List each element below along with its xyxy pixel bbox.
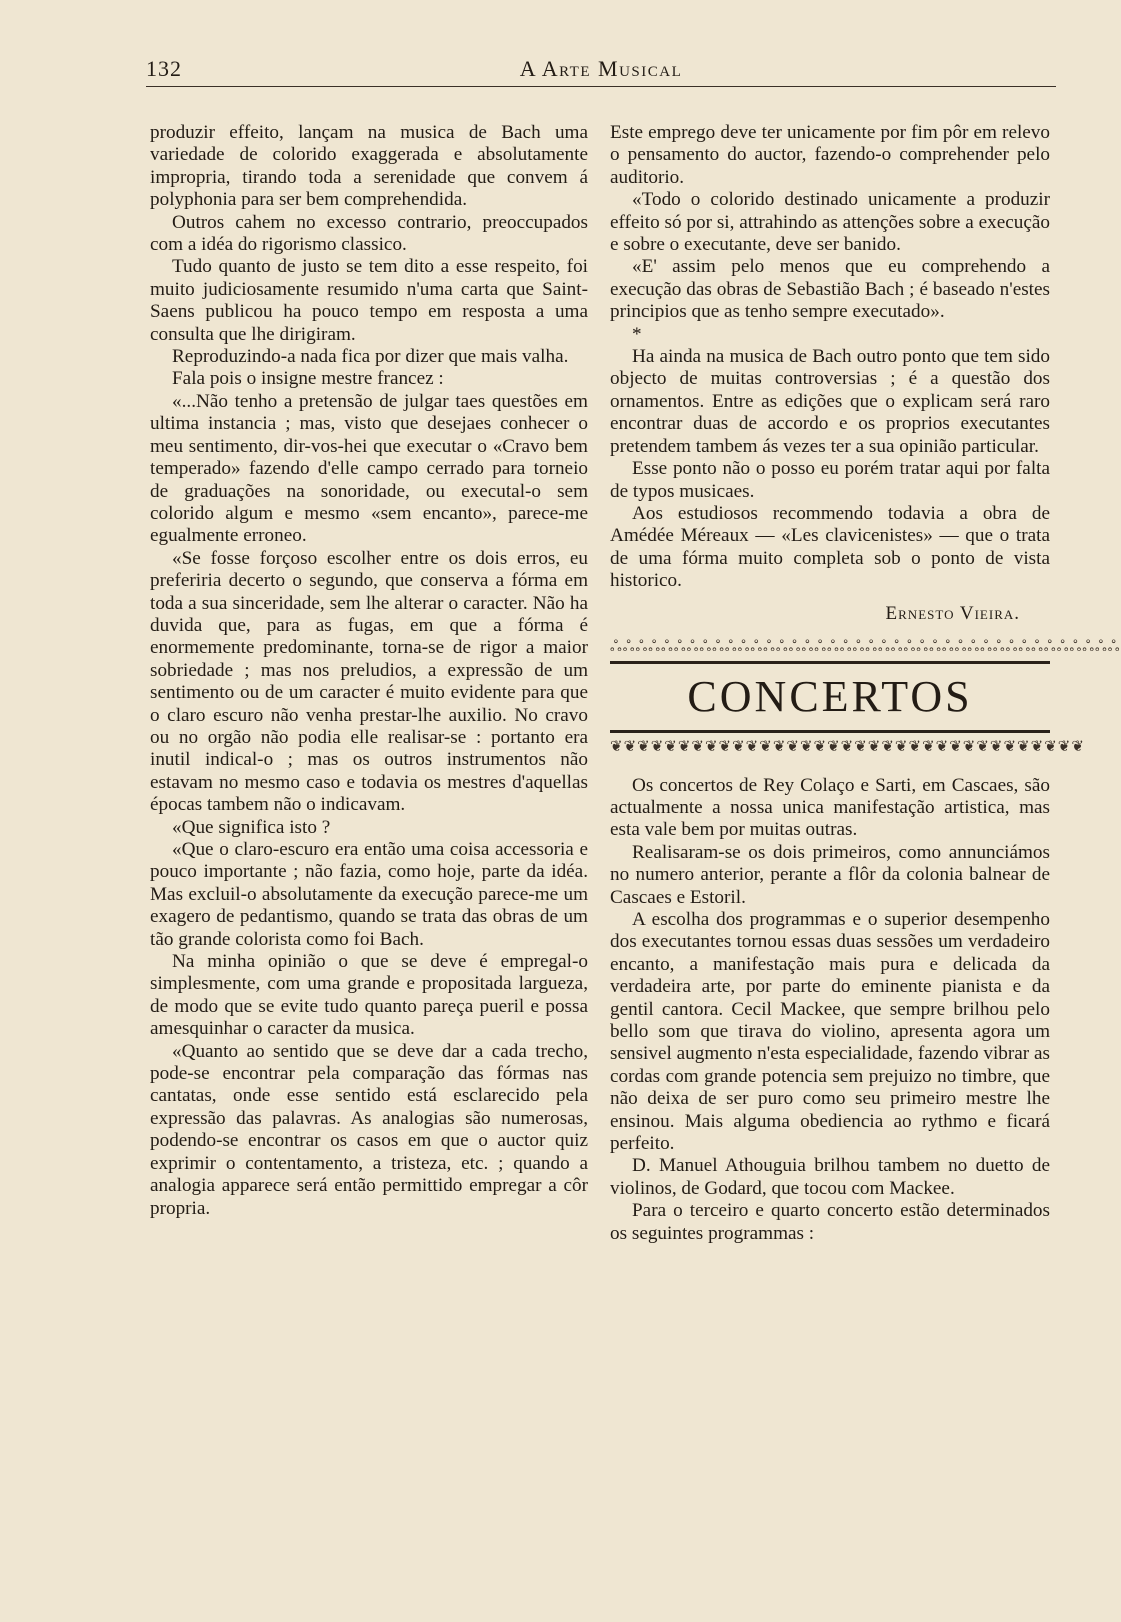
paragraph: D. Manuel Athouguia brilhou tambem no duetto de violinos, de Godard, que tocou com Mackee.: [610, 1155, 1050, 1199]
page-number: 132: [146, 56, 182, 81]
paragraph: Os concertos de Rey Colaço e Sarti, em Cascaes, são actualmente a nossa unica manifestação artistica, mas esta vale bem por muitas outras.: [610, 774, 1050, 841]
right-column: [610, 122, 1121, 1245]
paragraph: Esse ponto não o posso eu porém tratar aqui por falta de typos musicaes.: [610, 458, 1050, 502]
paragraph: Aos estudiosos recommendo todavia a obra de Amédée Méreaux — «Les clavicenistes» — que o trata de uma fórma muito completa sob o ponto de vista historico.: [610, 502, 1050, 592]
author-signature: Ernesto Vieira.: [885, 602, 1020, 624]
paragraph: Tudo quanto de justo se tem dito a esse respeito, foi muito judiciosamente resumido n'uma carta que Saint-Saens publicou ha pouco tempo em resposta a uma consulta que lhe dirigiram.: [150, 256, 588, 345]
paragraph: Fala pois o insigne mestre francez :: [172, 368, 444, 390]
running-title: A Arte Musical: [519, 56, 683, 81]
paragraph: «Todo o colorido destinado unicamente a produzir effeito só por si, attrahindo as attenções sobre a execução e sobre o executante, deve ser banido.: [610, 189, 1050, 256]
paragraph: Ha ainda na musica de Bach outro ponto que tem sido objecto de muitas controversias ; é a questão dos ornamentos. Entre as edições que o explicam será raro encontrar duas de accordo e os proprios executantes pretendem tambem ás vezes ter a sua opinião particular.: [610, 346, 1050, 457]
title-rule-bottom: [610, 730, 1050, 733]
section-separator-star: *: [632, 323, 642, 345]
section-title: CONCERTOS: [687, 671, 973, 721]
page-header: [146, 56, 1056, 87]
title-rule-top: [610, 661, 1050, 664]
paragraph: Realisaram-se os dois primeiros, como annunciámos no numero anterior, perante a flôr da colonia balnear de Cascaes e Estoril.: [610, 841, 1050, 908]
paragraph: «...Não tenho a pretensão de julgar taes questões em ultima instancia ; mas, visto que desejaes conhecer o meu sentimento, dir-vos-hei que executar o «Cravo bem temperado» fazendo d'elle campo cerrado para torneio de graduações na sonoridade, ou executal-o sem colorido algum e mesmo «sem encanto», parece-me egualmente erroneo.: [150, 390, 588, 547]
paragraph: «Que o claro-escuro era então uma coisa accessoria e pouco importante ; não fazia, como hoje, parte da idéa. Mas excluil-o absolutamente da execução parece-me um exagero de pedantismo, quando se trata das obras de um tão grande colorista como foi Bach.: [150, 839, 588, 950]
paragraph: Na minha opinião o que se deve é empregal-o simplesmente, com uma grande e propositada largueza, de modo que se evite tudo quanto pareça pueril e possa amesquinhar o caracter da musica.: [150, 951, 588, 1040]
decorative-border-top: ஃஃஃஃஃஃஃஃஃஃஃஃஃஃஃஃஃஃஃஃஃஃஃஃஃஃஃஃஃஃஃஃஃஃஃஃஃஃஃஃ: [610, 638, 1121, 655]
paragraph: «Quanto ao sentido que se deve dar a cada trecho, pode-se encontrar pela comparação das fórmas nas cantatas, onde esse sentido está esclarecido pela expressão das palavras. As analogias são numerosas, podendo-se encontrar os casos em que o auctor quiz exprimir o contentamento, a tristeza, etc. ; quando a analogia apparece será então permittido empregar a côr propria.: [150, 1040, 588, 1219]
concertos-article: [610, 775, 1050, 1246]
paragraph: Outros cahem no excesso contrario, preoccupados com a idéa do rigorismo classico.: [150, 211, 588, 256]
left-column: [150, 122, 588, 1220]
paragraph: Para o terceiro e quarto concerto estão determinados os seguintes programmas :: [610, 1200, 1050, 1244]
paragraph: «Se fosse forçoso escolher entre os dois erros, eu preferiria decerto o segundo, que conserva a fórma em toda a sua sinceridade, sem lhe alterar o caracter. Não ha duvida que, para as fugas, em que a fórma é enormemente predominante, torna-se de rigor a maior sobriedade ; mas nos preludios, a expressão de um sentimento ou de um caracter é muito evidente para que o claro escuro não venha prestar-lhe auxilio. No cravo ou no orgão não podia elle realisar-se : portanto era inutil indical-o ; mas os outros instrumentos não estavam no mesmo caso e todavia os mestres d'aquellas épocas tambem não o indicavam.: [150, 547, 588, 816]
paragraph: Reproduzindo-a nada fica por dizer que mais valha.: [172, 346, 569, 368]
paragraph: produzir effeito, lançam na musica de Bach uma variedade de colorido exaggerada e absolutamente impropria, tirando toda a serenidade que convem á polyphonia para ser bem comprehendida.: [150, 122, 588, 211]
paragraph: A escolha dos programmas e o superior desempenho dos executantes tornou essas duas sessões um verdadeiro encanto, a manifestação mais pura e delicada da verdadeira arte, por parte do eminente pianista e da gentil cantora. Cecil Mackee, que sempre brilhou pelo bello som que tirava do violino, apresenta agora um sensivel augmento n'esta especialidade, fazendo vibrar as cordas com grande potencia sem prejuizo no timbre, que não deixa de ser puro como seu primeiro mestre lhe ensinou. Mais alguma obediencia ao rythmo e ficará perfeito.: [610, 908, 1050, 1155]
paragraph: Este emprego deve ter unicamente por fim pôr em relevo o pensamento do auctor, fazendo-o comprehender pelo auditorio.: [610, 122, 1050, 188]
decorative-border-bottom: ❦❦❦❦❦❦❦❦❦❦❦❦❦❦❦❦❦❦❦❦❦❦❦❦❦❦❦❦❦❦❦❦❦❦❦: [610, 738, 1085, 755]
paragraph: «Que significa isto ?: [172, 816, 331, 838]
paragraph: «E' assim pelo menos que eu comprehendo a execução das obras de Sebastião Bach ; é baseado n'estes principios que as tenho sempre executado».: [610, 256, 1050, 323]
article-continuation: [610, 122, 1050, 324]
article-ornaments-section: [610, 346, 1050, 592]
